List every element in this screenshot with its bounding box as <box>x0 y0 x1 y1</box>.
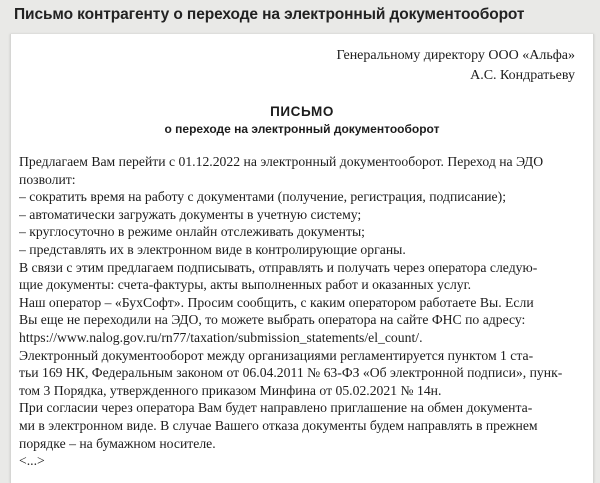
body-line: В связи с этим предлагаем подписывать, отправлять и получать через оператора следую- <box>19 259 538 275</box>
body-line: Наш оператор – «БухСофт». Просим сообщить, с каким оператором работаете Вы. Если <box>19 294 534 310</box>
page-title: Письмо контрагенту о переходе на электронный документооборот <box>14 6 525 23</box>
body-line: ми в электронном виде. В случае Вашего отказа документы будем направлять в прежнем <box>19 417 538 433</box>
letter-title: ПИСЬМО <box>270 104 334 119</box>
tax-service-url: https://www.nalog.gov.ru/rn77/taxation/submission_statements/el_count/. <box>19 329 423 345</box>
body-line: Предлагаем Вам перейти с 01.12.2022 на электронный документооборот. Переход на ЭДО <box>19 154 544 169</box>
addressee-position: Генеральному директору ООО «Альфа» <box>336 48 575 63</box>
body-line: том 3 Порядка, утвержденного приказом Минфина от 05.02.2021 № 14н. <box>19 382 442 398</box>
ellipsis-marker: <...> <box>19 453 45 469</box>
body-line: тьи 169 НК, Федеральным законом от 06.04.2011 № 63-ФЗ «Об электронной подписи», пунк- <box>19 365 563 381</box>
body-line: – сократить время на работу с документами (получение, регистрация, подписание); <box>19 189 506 205</box>
letter-sheet <box>10 34 594 483</box>
body-line: – автоматически загружать документы в учетную систему; <box>19 206 362 222</box>
body-line: – круглосуточно в режиме онлайн отслеживать документы; <box>19 224 365 240</box>
body-line: щие документы: счета-фактуры, акты выполненных работ и оказанных услуг. <box>19 277 472 293</box>
body-line: – представлять их в электронном виде в контролирующие органы. <box>19 241 406 257</box>
body-line: Вы еще не переходили на ЭДО, то можете выбрать оператора на сайте ФНС по адресу: <box>19 312 526 328</box>
addressee-name: А.С. Кондратьеву <box>470 68 575 83</box>
addressee-block <box>336 46 575 86</box>
body-line: Электронный документооборот между организациями регламентируется пунктом 1 ста- <box>19 347 534 363</box>
body-line: При согласии через оператора Вам будет направлено приглашение на обмен документа- <box>19 400 533 416</box>
letter-body <box>19 153 581 470</box>
letter-subtitle: о переходе на электронный документооборот <box>164 122 440 136</box>
body-line: позволит: <box>19 171 76 187</box>
body-line: порядке – на бумажном носителе. <box>19 435 216 451</box>
